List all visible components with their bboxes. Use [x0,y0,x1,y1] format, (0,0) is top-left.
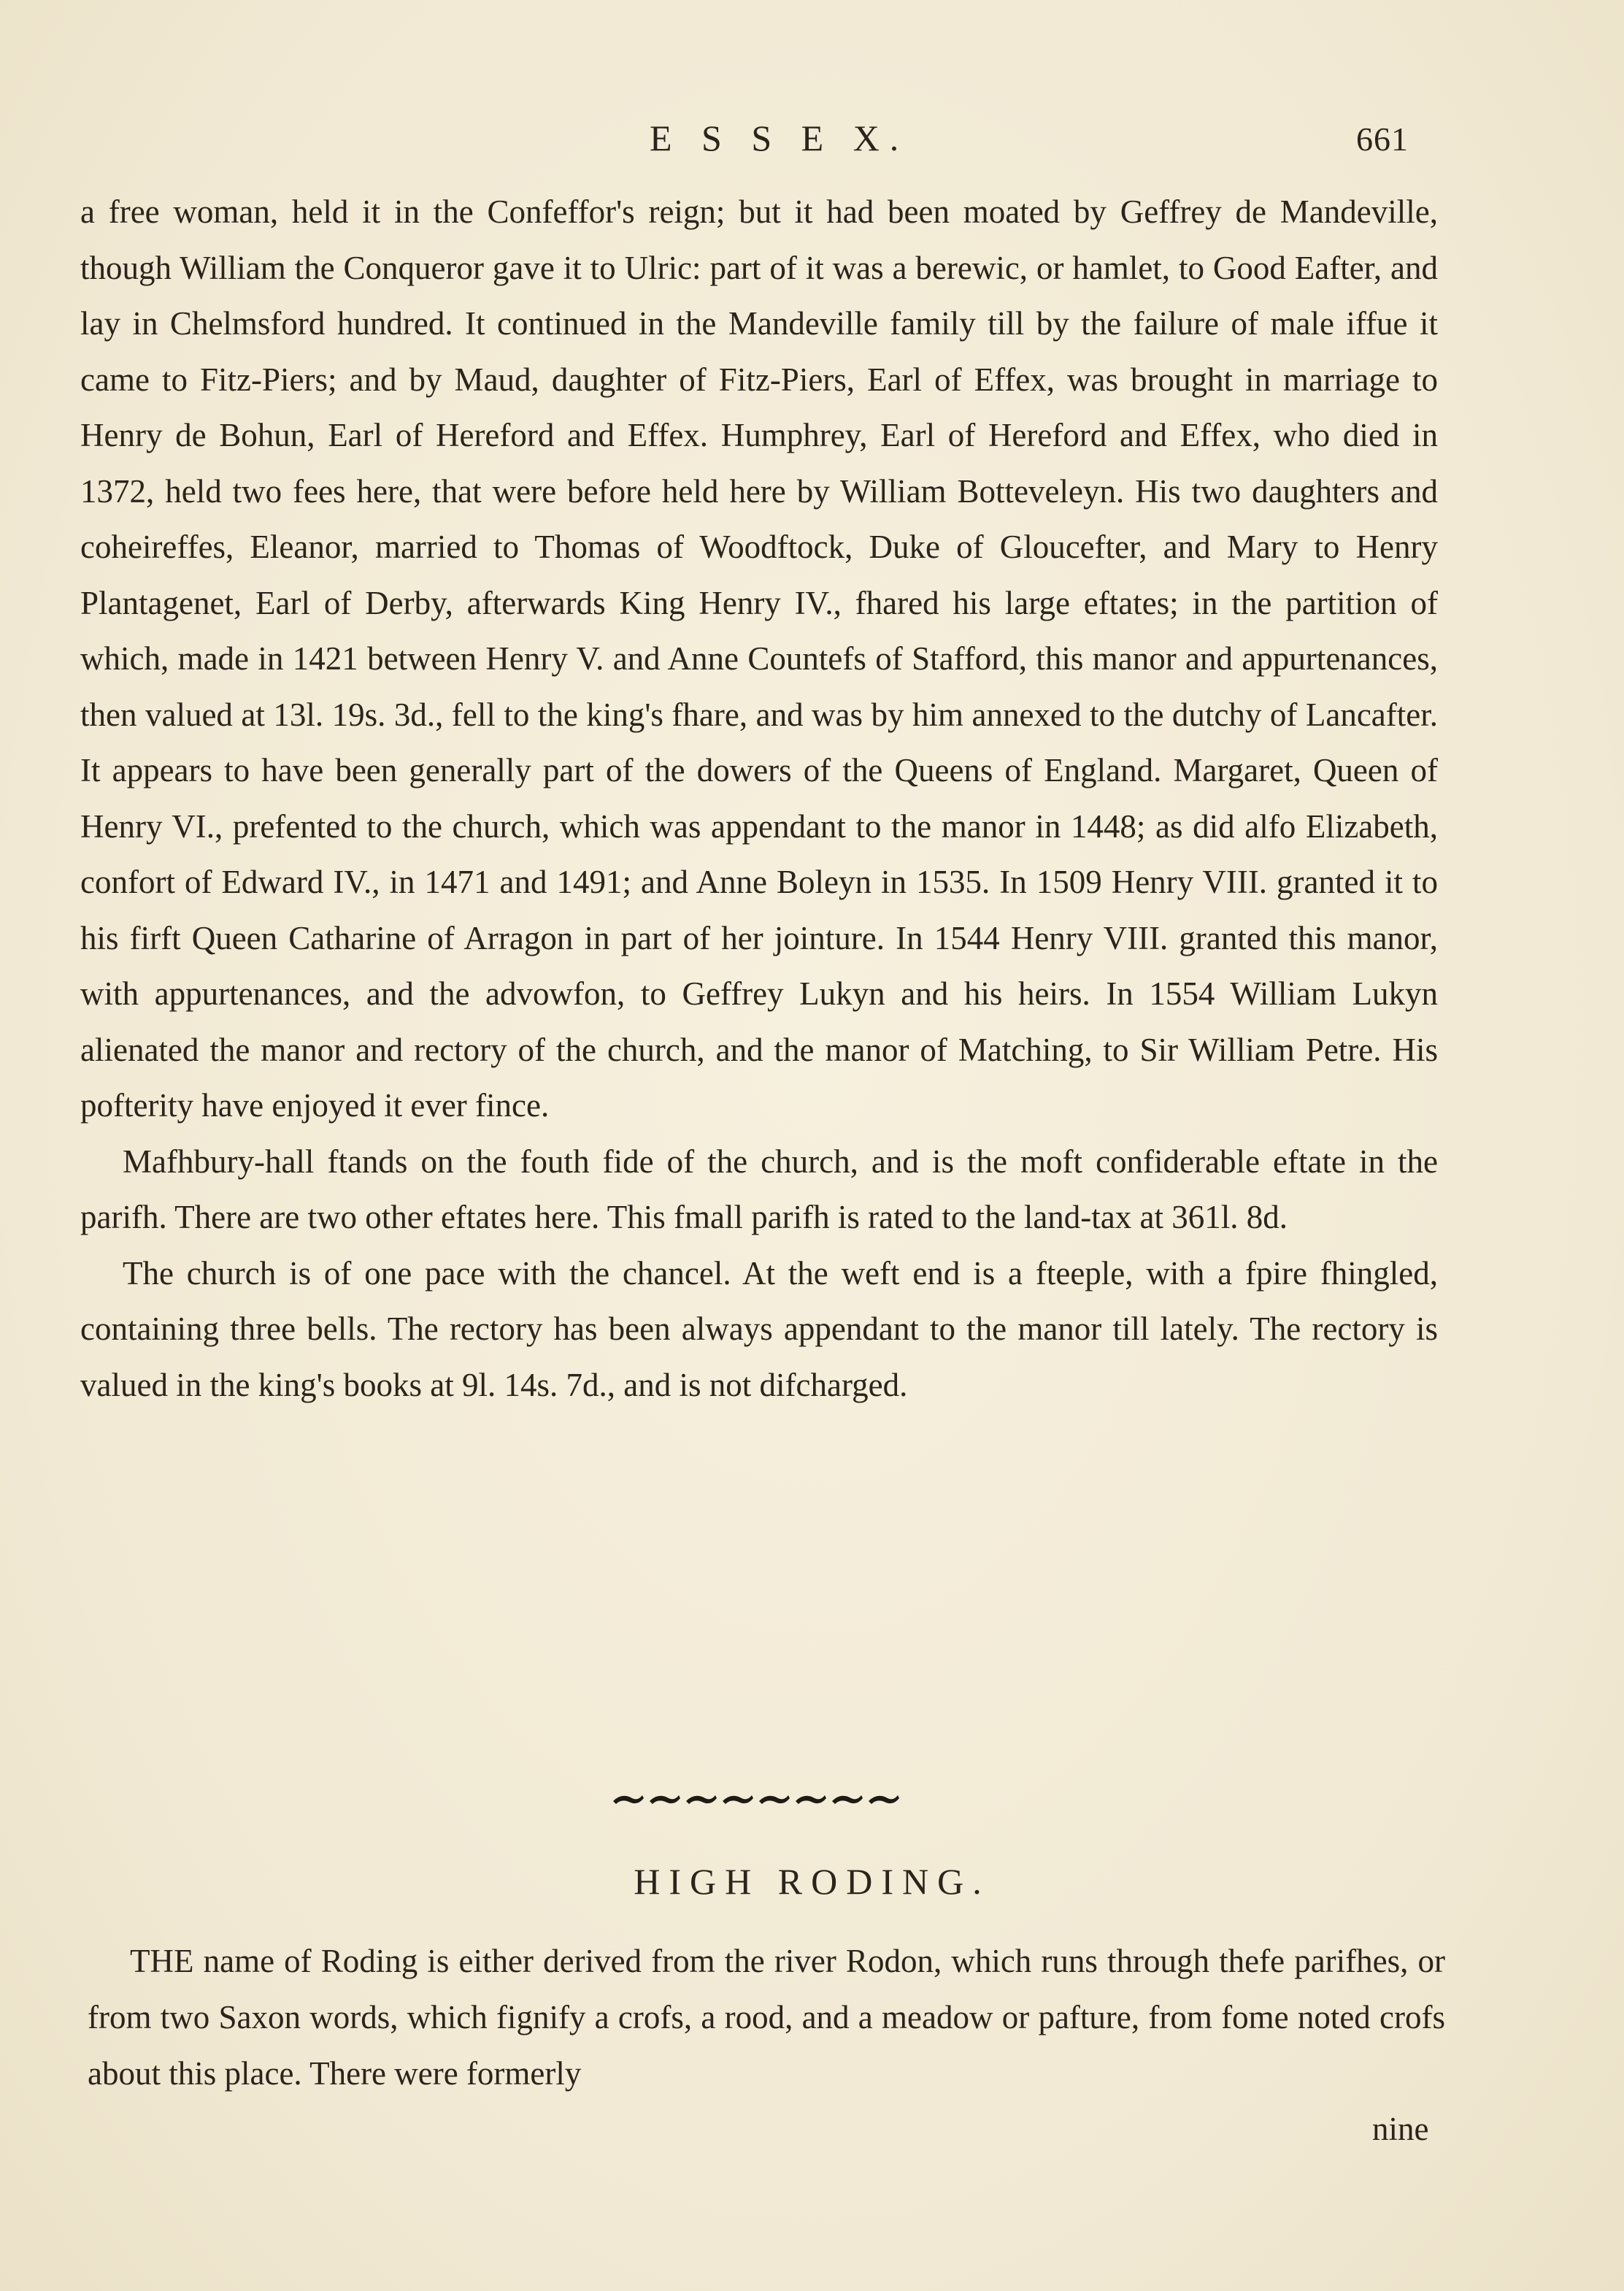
paragraph-church: The church is of one pace with the chancel. At the weft end is a fteeple, with a fpire fhingled, containing three bells. The rectory has been always appendant to the manor till lately. The rectory is valued in the king's books at 9l. 14s. 7d., and is not difcharged. [80,1254,1438,1403]
running-head-title: E S S E X. [650,118,909,158]
section-text [88,1933,1445,2102]
printer-ornament-rule-icon [606,1784,920,1813]
page-number: 661 [1356,120,1409,158]
paragraph-high-roding: THE name of Roding is either derived from the river Rodon, which runs through thefe parifhes, or from two Saxon words, which fignify a crofs, a rood, and a meadow or pafture, from fome noted crofs about this place. There were formerly [88,1943,1445,2092]
paragraph-continued: a free woman, held it in the Confeffor's reign; but it had been moated by Geffrey de Mandeville, though William the Conqueror gave it to Ulric: part of it was a berewic, or hamlet, to Good Eafter, and lay in Chelmsford hundred. It continued in the Mandeville family till by the failure of male iffue it came to Fitz-Piers; and by Maud, daughter of Fitz-Piers, Earl of Effex, was brought in marriage to Henry de Bohun, Earl of Hereford and Effex. Humphrey, Earl of Hereford and Effex, who died in 1372, held two fees here, that were before held here by William Botteveleyn. His two daughters and coheireffes, Eleanor, married to Thomas of Woodftock, Duke of Gloucefter, and Mary to Henry Plantagenet, Earl of Derby, afterwards King Henry IV., fhared his large eftates; in the partition of which, made in 1421 between Henry V. and Anne Countefs of Stafford, this manor and appurtenances, then valued at 13l. 19s. 3d., fell to the king's fhare, and was by him annexed to the dutchy of Lancafter. It appears to have been generally part of the dowers of the Queens of England. Margaret, Queen of Henry VI., prefented to the church, which was appendant to the manor in 1448; as did alfo Elizabeth, confort of Edward IV., in 1471 and 1491; and Anne Boleyn in 1535. In 1509 Henry VIII. granted it to his firft Queen Catharine of Arragon in part of her jointure. In 1544 Henry VIII. granted this manor, with appurtenances, and the advowfon, to Geffrey Lukyn and his heirs. In 1554 William Lukyn alienated the manor and rectory of the church, and the manor of Matching, to Sir William Petre. His pofterity have enjoyed it ever fince. [80,193,1438,1124]
paragraph-mashbury-hall: Mafhbury-hall ftands on the fouth fide of the church, and is the moft confiderable eftate in the parifh. There are two other eftates here. This fmall parifh is rated to the land-tax at 361l. 8d. [80,1143,1438,1235]
running-head [0,117,1624,161]
section-heading: HIGH RODING. [634,1861,990,1902]
body-text [80,184,1438,1413]
catchword: nine [1372,2111,1429,2147]
